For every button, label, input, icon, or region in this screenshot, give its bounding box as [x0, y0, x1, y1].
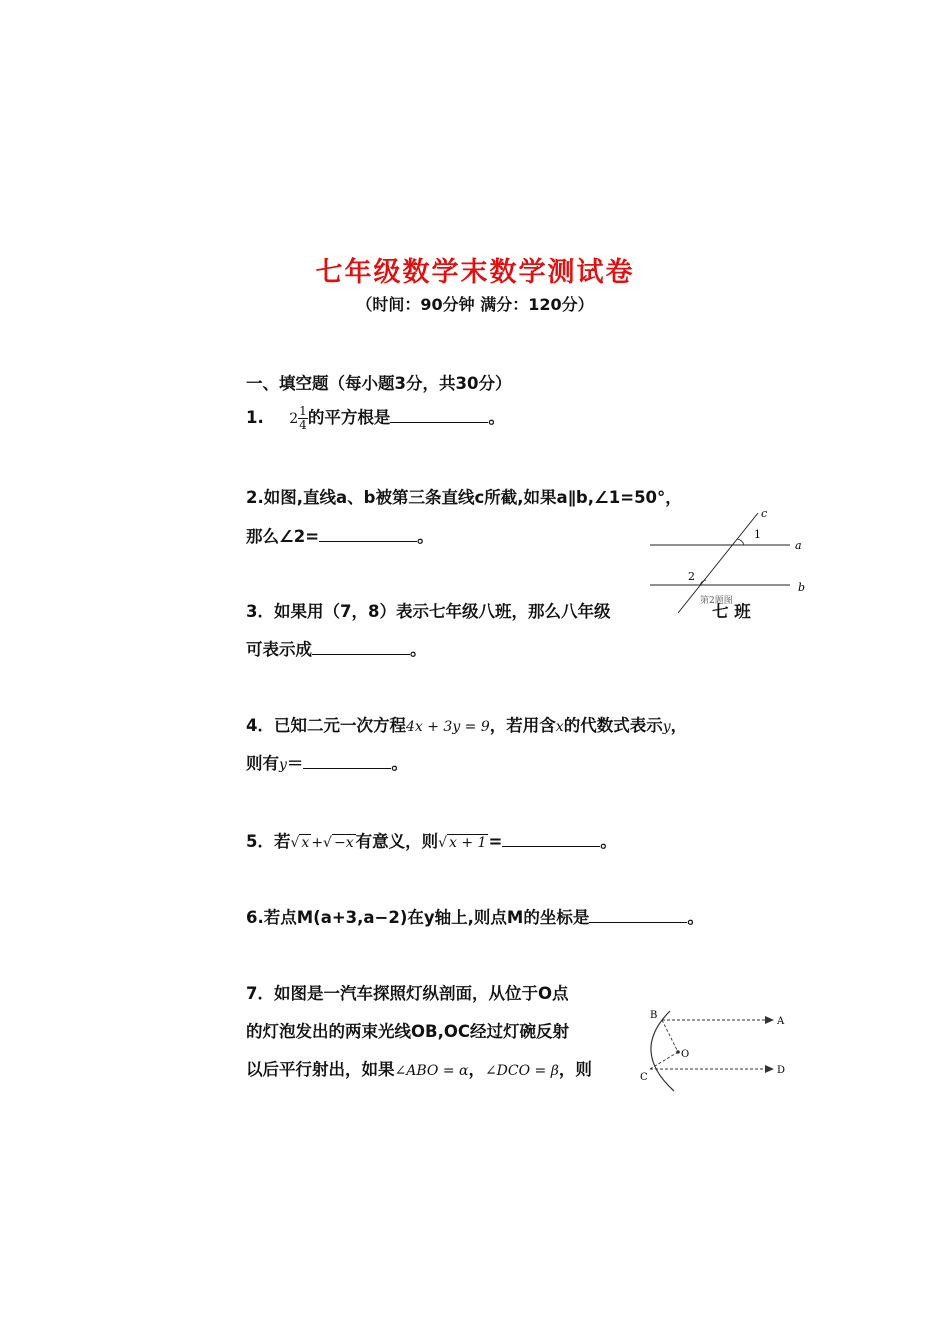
label-2: 2	[688, 570, 695, 583]
q4-text-b: ，若用含	[489, 716, 556, 735]
q4-var-x: x	[555, 719, 564, 735]
q5-radicand-3: x + 1	[449, 835, 487, 851]
q3-end: 。	[410, 640, 427, 659]
point-o	[676, 1050, 680, 1054]
figure-caption: 第2题图	[700, 596, 733, 606]
question-3-line1: 3．如果用（7，8）表示七年级八班，那么八年级	[246, 602, 611, 621]
q1-whole: 2	[289, 411, 299, 427]
question-3-line1-end: 七 班	[712, 602, 751, 621]
q4-text-a: 4．已知二元一次方程	[246, 716, 406, 735]
q3-answer-blank[interactable]	[312, 640, 410, 655]
arrow-d-icon	[765, 1065, 774, 1073]
q1-number: 1.	[246, 408, 264, 427]
q4-text-c: 的代数式表示	[563, 716, 663, 735]
label-D: D	[777, 1065, 786, 1076]
q5-plus: +	[311, 835, 324, 851]
q1-denominator: 4	[299, 418, 307, 432]
question-4-line2	[246, 750, 408, 774]
q5-radicand-1: x	[301, 835, 310, 851]
ray-ob	[662, 1020, 678, 1052]
q7-comma: ，	[468, 1060, 485, 1079]
question-7-line2: 的灯泡发出的两束光线OB,OC经过灯碗反射	[246, 1022, 570, 1041]
exam-info: （时间：90分钟 满分：120分）	[356, 295, 594, 314]
q4-var-y: y	[662, 719, 671, 735]
q3-text: 可表示成	[246, 640, 312, 659]
q7-figure	[630, 1005, 800, 1097]
question-3-line2	[246, 636, 427, 660]
q2-text: 那么∠2=	[246, 527, 320, 546]
question-2-line1: 2.如图,直线a、b被第三条直线c所截,如果a∥b,∠1=50°，	[246, 488, 682, 507]
q7-angle-dco: ∠DCO = β	[484, 1063, 559, 1079]
q5-end: 。	[600, 832, 617, 851]
page-title: 七年级数学末数学测试卷	[315, 257, 635, 288]
q7-angle-abo: ∠ABO = α	[394, 1063, 469, 1079]
q1-end: 。	[488, 408, 505, 427]
question-5	[246, 828, 617, 852]
q2-answer-blank[interactable]	[319, 527, 417, 542]
label-a: a	[795, 539, 802, 552]
q1-answer-blank[interactable]	[390, 408, 488, 423]
question-6	[246, 904, 704, 928]
q4-text-d: ，	[670, 716, 688, 735]
q5-sqrt-x1: √ x + 1	[438, 835, 487, 851]
question-7-line3	[246, 1056, 592, 1080]
q4-answer-blank[interactable]	[303, 754, 391, 769]
q4-end: 。	[391, 754, 408, 773]
q7-text-b: ，则	[558, 1060, 592, 1079]
label-A: A	[777, 1016, 785, 1027]
ray-oc	[650, 1052, 678, 1069]
label-C: C	[640, 1072, 648, 1083]
q6-text: 6.若点M(a+3,a−2)在y轴上,则点M的坐标是	[246, 908, 590, 927]
q6-end: 。	[687, 908, 704, 927]
q4-equation: 4x + 3y = 9	[405, 719, 490, 735]
label-c: c	[761, 507, 768, 520]
q1-text: 的平方根是	[307, 408, 391, 427]
label-B: B	[650, 1010, 658, 1021]
q5-text-a: 5．若	[246, 832, 291, 851]
q4-var-y2: y	[279, 757, 287, 773]
q4-equals: ＝	[286, 754, 304, 773]
q7-text-a: 以后平行射出，如果	[246, 1060, 395, 1079]
label-b: b	[798, 581, 806, 594]
q1-numerator: 1	[299, 404, 307, 418]
question-7-line1: 7．如图是一汽车探照灯纵剖面，从位于O点	[246, 984, 569, 1003]
q5-sqrt-negx: √ −x	[323, 835, 354, 851]
question-1	[246, 404, 505, 432]
q2-end: 。	[417, 527, 434, 546]
arrow-a-icon	[765, 1016, 774, 1024]
q5-radicand-2: −x	[333, 835, 354, 851]
reflector-curve	[651, 1011, 674, 1091]
q5-sqrt-x: √ x	[290, 835, 310, 851]
q1-fraction	[298, 405, 308, 432]
question-2-line2	[246, 523, 434, 547]
q6-answer-blank[interactable]	[589, 908, 687, 923]
label-1: 1	[754, 528, 761, 541]
q5-text-b: 有意义，则	[355, 832, 439, 851]
label-O: O	[681, 1049, 690, 1060]
question-4-line1	[246, 712, 687, 736]
q5-answer-blank[interactable]	[502, 832, 600, 847]
q5-equals: =	[488, 832, 503, 851]
angle-1-arc	[737, 539, 744, 545]
q4-text-e: 则有	[246, 754, 279, 773]
section-heading: 一、填空题（每小题3分，共30分）	[246, 374, 512, 393]
